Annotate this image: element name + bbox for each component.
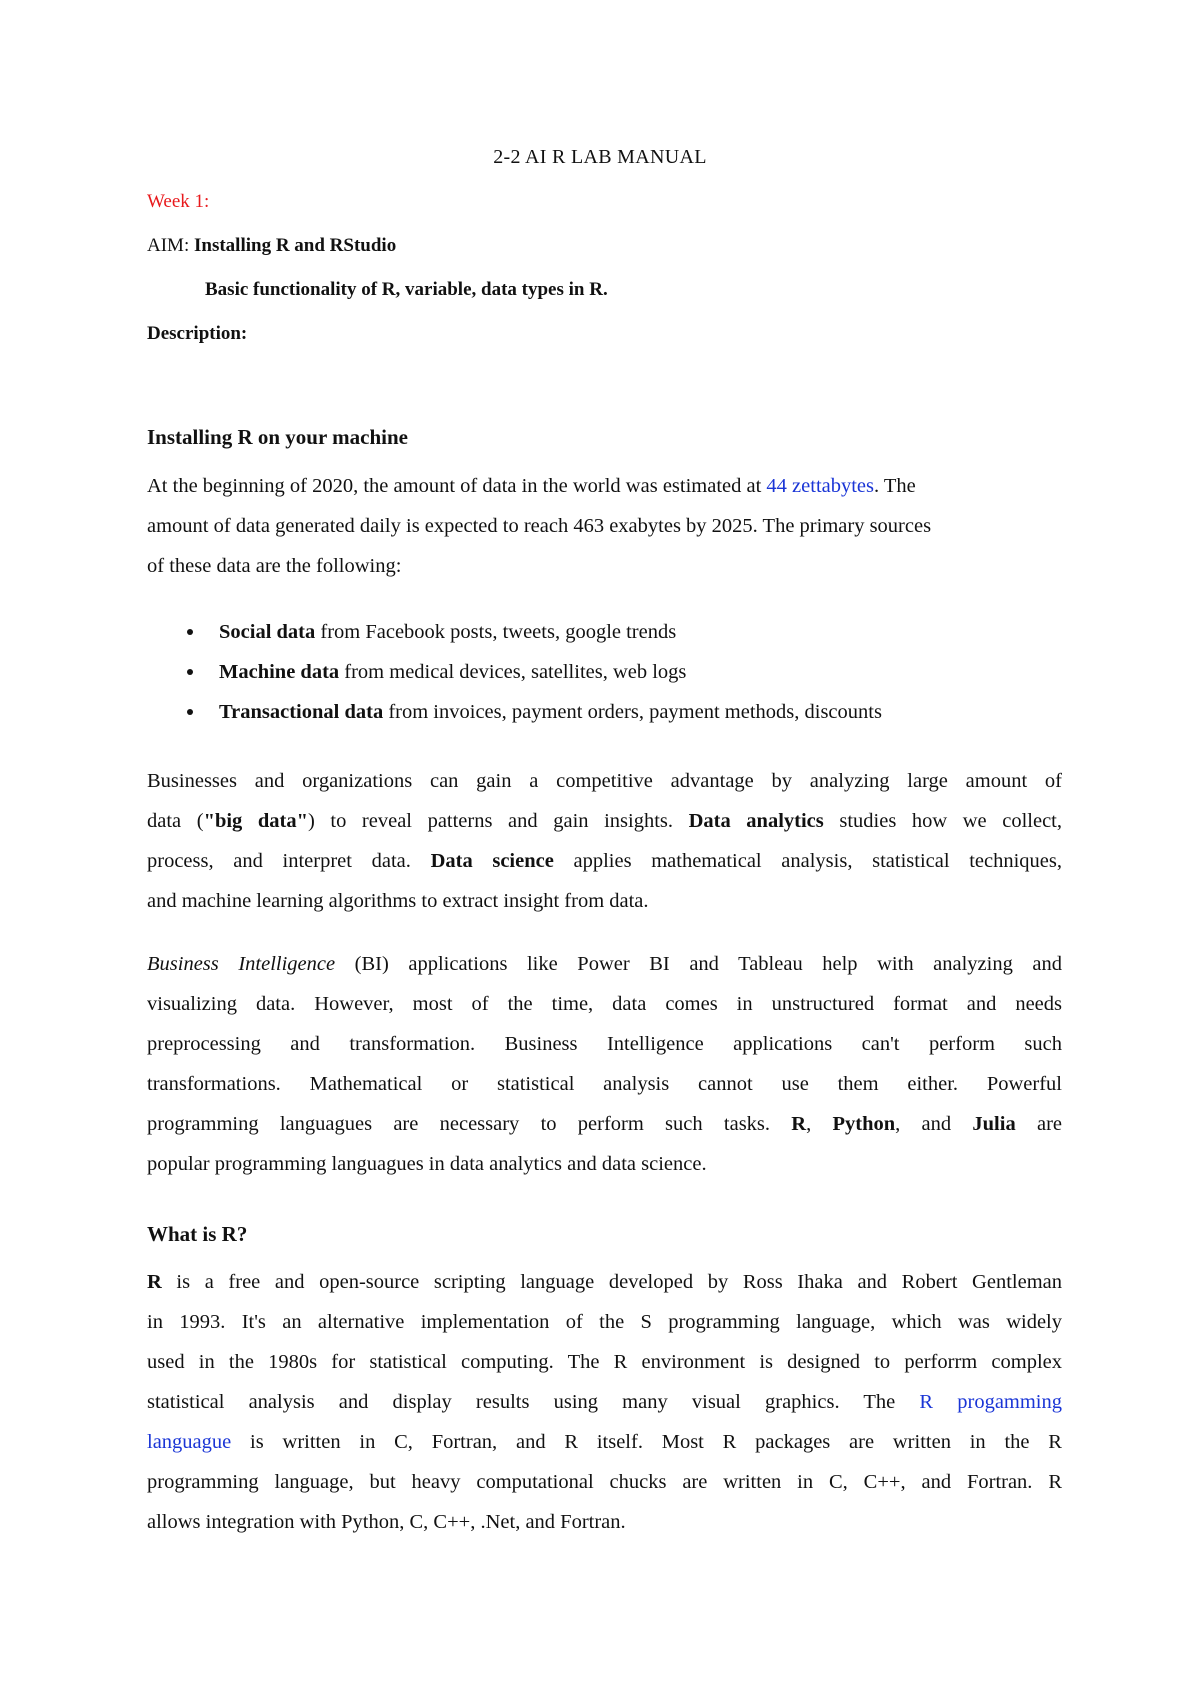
- section-heading-what-is-r: What is R?: [147, 1222, 248, 1246]
- bi-term: Business Intelligence: [147, 953, 336, 975]
- big-data-paragraph: [147, 761, 1062, 921]
- intro-text: . The: [874, 475, 916, 497]
- week-label: Week 1:: [147, 191, 210, 212]
- paragraph-line: and machine learning algorithms to extract insight from data.: [147, 890, 649, 912]
- paragraph-line: visualizing data. However, most of the time, data comes in unstructured format and needs: [147, 993, 1062, 1015]
- paragraph-line: used in the 1980s for statistical computing. The R environment is designed to perforrm complex: [147, 1351, 1062, 1373]
- paragraph-text: programming languagues are necessary to perform such tasks.: [147, 1113, 792, 1135]
- intro-line-1: [147, 466, 1062, 506]
- r-term: R: [791, 1113, 807, 1135]
- description-label: Description:: [147, 323, 248, 344]
- paragraph-line: in 1993. It's an alternative implementation of the S programming language, which was widely: [147, 1311, 1062, 1333]
- paragraph-line: [147, 801, 1062, 841]
- paragraph-text: are: [1015, 1113, 1062, 1135]
- paragraph-line: [147, 1104, 1062, 1144]
- list-item-text: from Facebook posts, tweets, google trends: [315, 621, 677, 643]
- paragraph-line: programming language, but heavy computational chucks are written in C, C++, and Fortran. R: [147, 1471, 1062, 1493]
- list-item-bold: Transactional data: [219, 701, 384, 723]
- paragraph-text: process, and interpret data.: [147, 850, 431, 872]
- paragraph-text: is a free and open-source scripting language developed by Ross Ihaka and Robert Gentleman: [161, 1271, 1062, 1293]
- paragraph-line: transformations. Mathematical or statistical analysis cannot use them either. Powerful: [147, 1073, 1062, 1095]
- bullet-icon: [187, 709, 193, 715]
- paragraph-text: (BI) applications like Power BI and Tableau help with analyzing and: [335, 953, 1062, 975]
- list-item: [147, 612, 1062, 652]
- paragraph-text: data (: [147, 810, 204, 832]
- list-item-text: from invoices, payment orders, payment methods, discounts: [383, 701, 882, 723]
- paragraph-line: [147, 1262, 1062, 1302]
- r-term: R: [147, 1271, 162, 1293]
- aim-subtitle: Basic functionality of R, variable, data types in R.: [205, 279, 608, 300]
- paragraph-line: [147, 841, 1062, 881]
- list-item: [147, 692, 1062, 732]
- zettabytes-link[interactable]: 44 zettabytes: [766, 475, 875, 497]
- intro-text: At the beginning of 2020, the amount of data in the world was estimated at: [147, 475, 767, 497]
- paragraph-text: ,: [806, 1113, 833, 1135]
- python-term: Python: [832, 1113, 896, 1135]
- bi-paragraph: [147, 944, 1062, 1184]
- big-data-term: "big data": [203, 810, 308, 832]
- paragraph-text: applies mathematical analysis, statistical techniques,: [553, 850, 1062, 872]
- intro-paragraph: [147, 466, 1062, 586]
- paragraph-text: statistical analysis and display results using many visual graphics. The: [147, 1391, 920, 1413]
- paragraph-line: [147, 1382, 1062, 1422]
- intro-line-2: amount of data generated daily is expected to reach 463 exabytes by 2025. The primary sources: [147, 515, 932, 537]
- data-science-term: Data science: [430, 850, 554, 872]
- section-heading-installing-r: Installing R on your machine: [147, 425, 408, 449]
- bullet-icon: [187, 669, 193, 675]
- aim-line: [147, 235, 396, 257]
- paragraph-text: , and: [895, 1113, 973, 1135]
- paragraph-text: ) to reveal patterns and gain insights.: [307, 810, 689, 832]
- list-item-bold: Social data: [219, 621, 316, 643]
- document-title: 2-2 AI R LAB MANUAL: [493, 146, 707, 168]
- paragraph-line: allows integration with Python, C, C++, .Net, and Fortran.: [147, 1511, 626, 1533]
- julia-term: Julia: [972, 1113, 1016, 1135]
- paragraph-text: is written in C, Fortran, and R itself. Most R packages are written in the R: [231, 1431, 1062, 1453]
- list-item: [147, 652, 1062, 692]
- paragraph-line: Businesses and organizations can gain a competitive advantage by analyzing large amount of: [147, 770, 1062, 792]
- paragraph-line: [147, 944, 1062, 984]
- list-item-text: from medical devices, satellites, web logs: [339, 661, 687, 683]
- intro-line-3: of these data are the following:: [147, 555, 402, 577]
- r-programming-link[interactable]: languague: [147, 1431, 232, 1453]
- bullet-icon: [187, 629, 193, 635]
- paragraph-text: studies how we collect,: [823, 810, 1062, 832]
- data-analytics-term: Data analytics: [688, 810, 824, 832]
- r-programming-link[interactable]: R progamming: [919, 1391, 1062, 1413]
- paragraph-line: popular programming languagues in data analytics and data science.: [147, 1153, 707, 1175]
- paragraph-line: [147, 1422, 1062, 1462]
- aim-text: Installing R and RStudio: [193, 235, 397, 256]
- aim-label: AIM:: [147, 235, 194, 256]
- paragraph-line: preprocessing and transformation. Business Intelligence applications can't perform such: [147, 1033, 1062, 1055]
- what-is-r-paragraph: [147, 1262, 1062, 1542]
- list-item-bold: Machine data: [219, 661, 340, 683]
- data-sources-list: [147, 612, 1062, 732]
